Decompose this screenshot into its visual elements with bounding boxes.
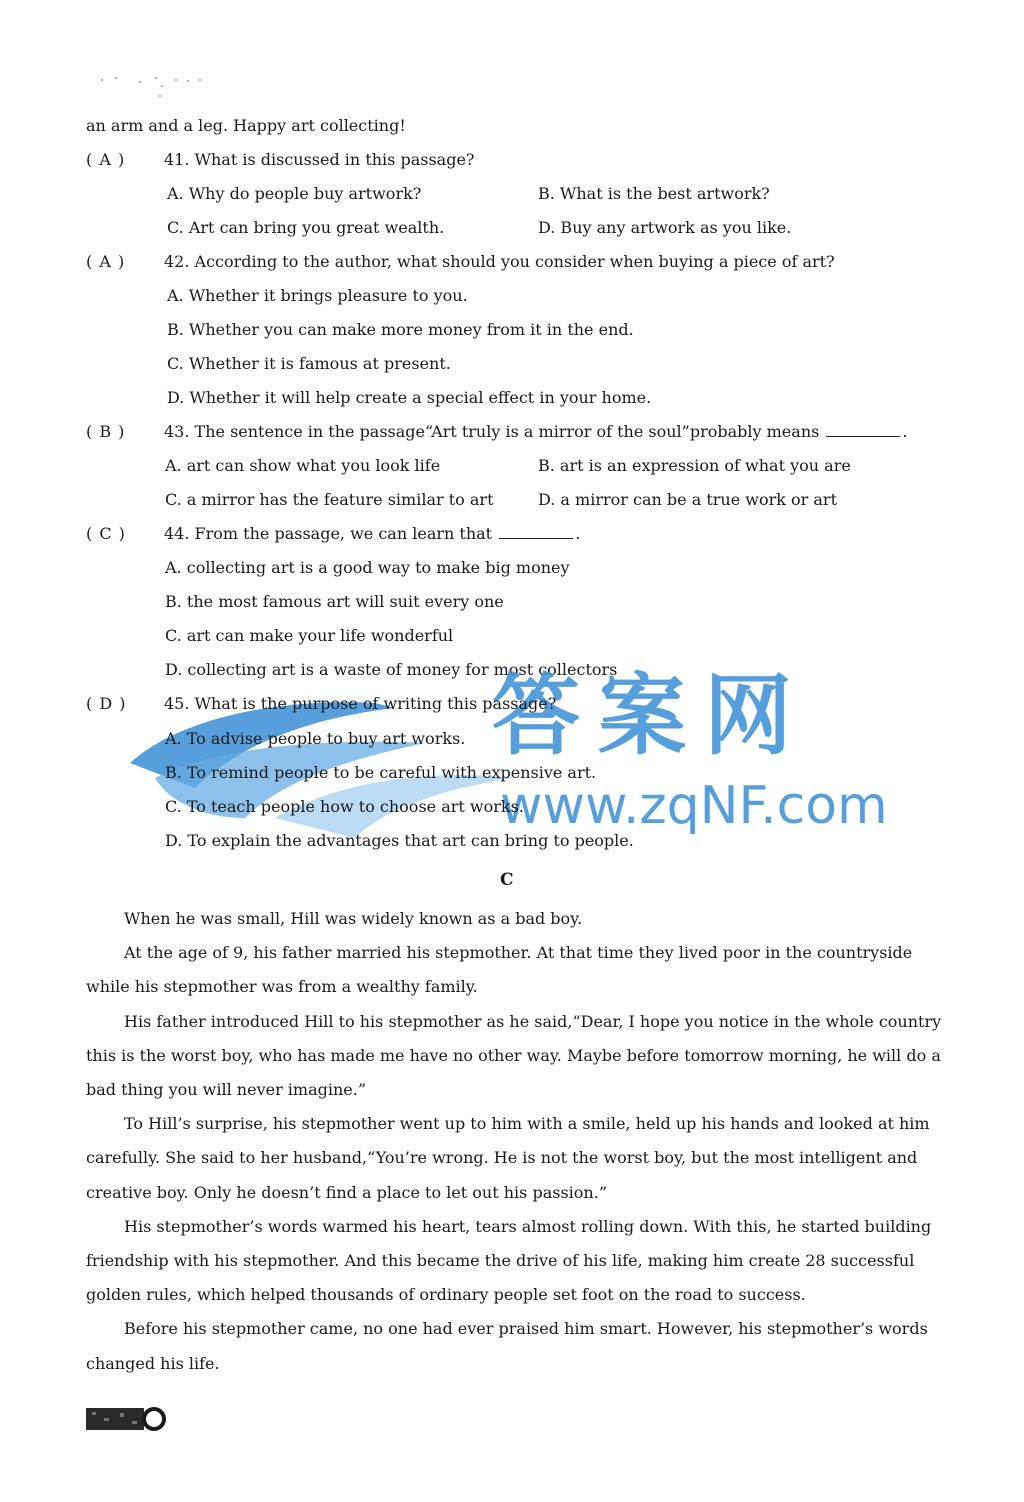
option-43b: B. art is an expression of what you are — [538, 456, 851, 475]
option-42c: C. Whether it is famous at present. — [167, 354, 451, 373]
question-stem: 44. From the passage, we can learn that — [164, 524, 493, 543]
answer-mark: ( A ) — [86, 252, 126, 271]
option-44c: C. art can make your life wonderful — [165, 626, 454, 645]
question-stem: 41. What is discussed in this passage? — [164, 150, 475, 169]
option-44b: B. the most famous art will suit every one — [165, 592, 504, 611]
watermark-url-text: www.zqNF.com — [500, 776, 888, 836]
answer-mark: ( A ) — [86, 150, 126, 169]
option-41d: D. Buy any artwork as you like. — [538, 218, 792, 237]
option-42b: B. Whether you can make more money from it in the end. — [167, 320, 634, 339]
option-45a: A. To advise people to buy art works. — [165, 729, 466, 748]
passage-line: changed his life. — [86, 1354, 220, 1373]
option-42d: D. Whether it will help create a special effect in your home. — [167, 388, 652, 407]
option-41c: C. Art can bring you great wealth. — [167, 218, 445, 237]
question-43: ( B ) 43. The sentence in the passage“Art truly is a mirror of the soul”probably means . — [86, 422, 908, 441]
option-45b: B. To remind people to be careful with expensive art. — [165, 763, 597, 782]
option-44a: A. collecting art is a good way to make big money — [165, 558, 570, 577]
passage-line: this is the worst boy, who has made me have no other way. Maybe before tomorrow morning, he will do a — [86, 1046, 941, 1065]
watermark-cn-text: 答案网 — [492, 664, 811, 767]
option-43a: A. art can show what you look life — [165, 456, 441, 475]
option-44d: D. collecting art is a waste of money for most collectors — [165, 660, 618, 679]
question-stem: 45. What is the purpose of writing this passage? — [164, 694, 557, 713]
passage-line: bad thing you will never imagine.” — [86, 1080, 367, 1099]
passage-line: His stepmother’s words warmed his heart, tears almost rolling down. With this, he started building — [124, 1217, 932, 1236]
passage-line: His father introduced Hill to his stepmother as he said,“Dear, I hope you notice in the whole country — [124, 1012, 942, 1031]
question-stem: 43. The sentence in the passage“Art truly is a mirror of the soul”probably means — [164, 422, 820, 441]
option-45d: D. To explain the advantages that art can bring to people. — [165, 831, 634, 850]
answer-blank — [826, 422, 900, 437]
passage-line: while his stepmother was from a wealthy family. — [86, 977, 478, 996]
passage-line: golden rules, which helped thousands of ordinary people set foot on the road to success. — [86, 1285, 806, 1304]
passage-line: creative boy. Only he doesn’t find a place to let out his passion.” — [86, 1183, 607, 1202]
option-41a: A. Why do people buy artwork? — [167, 184, 422, 203]
passage-line: When he was small, Hill was widely known as a bad boy. — [124, 909, 583, 928]
option-45c: C. To teach people how to choose art works. — [165, 797, 524, 816]
option-42a: A. Whether it brings pleasure to you. — [167, 286, 468, 305]
question-42 — [86, 252, 835, 272]
passage-line: friendship with his stepmother. And this became the drive of his life, making him create 28 successful — [86, 1251, 915, 1270]
answer-mark: ( D ) — [86, 694, 127, 713]
option-43c: C. a mirror has the feature similar to art — [165, 490, 494, 509]
answer-blank — [499, 524, 573, 539]
page-number-mark-icon — [86, 1404, 168, 1434]
passage-line: Before his stepmother came, no one had ever praised him smart. However, his stepmother’s words — [124, 1319, 928, 1338]
answer-mark: ( B ) — [86, 422, 126, 441]
intro-line: an arm and a leg. Happy art collecting! — [86, 116, 406, 135]
option-43d: D. a mirror can be a true work or art — [538, 490, 837, 509]
passage-line: carefully. She said to her husband,“You’re wrong. He is not the worst boy, but the most intelligent and — [86, 1148, 918, 1167]
passage-line: To Hill’s surprise, his stepmother went up to him with a smile, held up his hands and looked at him — [124, 1114, 930, 1133]
question-stem: 42. According to the author, what should you consider when buying a piece of art? — [164, 252, 835, 271]
passage-line: At the age of 9, his father married his stepmother. At that time they lived poor in the countryside — [124, 943, 913, 962]
question-45 — [86, 694, 556, 714]
question-41 — [86, 150, 475, 170]
scan-speckle — [96, 72, 226, 102]
answer-mark: ( C ) — [86, 524, 126, 543]
section-heading: C — [500, 870, 514, 890]
question-44: ( C ) 44. From the passage, we can learn that . — [86, 524, 581, 543]
option-41b: B. What is the best artwork? — [538, 184, 770, 203]
